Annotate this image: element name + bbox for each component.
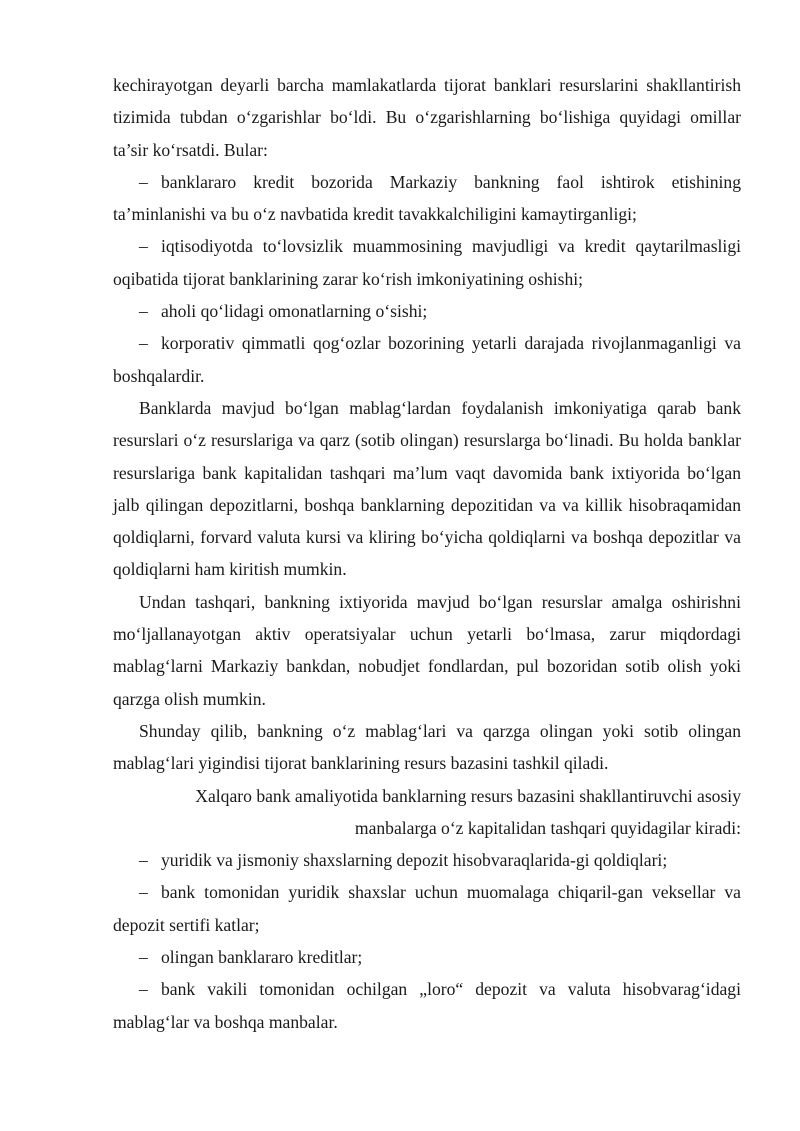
list-item-text: yuridik va jismoniy shaxslarning depozit hisobvaraqlarida-gi qoldiqlari; bbox=[161, 850, 668, 871]
document-body bbox=[113, 69, 741, 1038]
dash-bullet: – bbox=[139, 947, 148, 968]
list-item-text: bank vakili tomonidan ochilgan „loro“ depozit va valuta hisobvarag‘idagi mablag‘lar va boshqa manbalar. bbox=[113, 979, 741, 1032]
list-item bbox=[113, 230, 741, 295]
list-item-text: iqtisodiyotda to‘lovsizlik muammosining mavjudligi va kredit qaytarilmasligi oqibatida tijorat banklarining zarar ko‘rish imkoniyatining oshishi; bbox=[113, 236, 741, 289]
list-item bbox=[113, 295, 741, 327]
dash-bullet: – bbox=[139, 333, 148, 354]
dash-bullet: – bbox=[139, 979, 148, 1000]
section-heading-line-1: Xalqaro bank amaliyotida banklarning resurs bazasini shakllantiruvchi asosiy bbox=[195, 785, 741, 806]
paragraph-intro: kechirayotgan deyarli barcha mamlakatlarda tijorat banklari resurslarini shakllantirish tizimida tubdan o‘zgarishlar bo‘ldi. Bu o‘zgarishlarning bo‘lishiga quyidagi omillar ta’sir ko‘rsatdi. Bular: bbox=[113, 75, 741, 160]
list-item-text: bank tomonidan yuridik shaxslar uchun muomalaga chiqaril-gan veksellar va depozit sertifi katlar; bbox=[113, 882, 741, 935]
dash-bullet: – bbox=[139, 882, 148, 903]
list-item-text: olingan banklararo kreditlar; bbox=[161, 947, 363, 968]
dash-bullet: – bbox=[139, 301, 148, 322]
list-item bbox=[113, 876, 741, 941]
list-item bbox=[113, 844, 741, 876]
dash-bullet: – bbox=[139, 850, 148, 871]
paragraph-bank-resources: Banklarda mavjud bo‘lgan mablag‘lardan foydalanish imkoniyatiga qarab bank resurslari o‘z resurslariga va qarz (sotib olingan) resurslarga bo‘linadi. Bu holda banklar resurslariga bank kapitalidan tashqari ma’lum vaqt davomida bank ixtiyorida bo‘lgan jalb qilingan depozitlarni, boshqa banklarning depozitidan va va killik hisobraqamidan qoldiqlarni, forvard valuta kursi va kliring bo‘yicha qoldiqlarni va boshqa depozitlar va qoldiqlarni ham kiritish mumkin. bbox=[113, 397, 741, 580]
paragraph-additional-resources: Undan tashqari, bankning ixtiyorida mavjud bo‘lgan resurslar amalga oshirishni mo‘ljallanayotgan aktiv operatsiyalar uchun yetarli bo‘lmasa, zarur miqdordagi mablag‘larni Markaziy bankdan, nobudjet fondlardan, pul bozoridan sotib olish yoki qarzga olish mumkin. bbox=[113, 591, 741, 709]
dash-bullet: – bbox=[139, 171, 148, 192]
list-item-text: korporativ qimmatli qog‘ozlar bozorining yetarli darajada rivojlanmaganligi va boshqalardir. bbox=[113, 333, 741, 386]
list-item bbox=[113, 973, 741, 1038]
list-item bbox=[113, 166, 741, 231]
list-item-text: banklararo kredit bozorida Markaziy bankning faol ishtirok etishining ta’minlanishi va bu o‘z navbatida kredit tavakkalchiligini kamaytirganligi; bbox=[113, 171, 741, 225]
list-item-text: aholi qo‘lidagi omonatlarning o‘sishi; bbox=[161, 301, 428, 322]
section-heading bbox=[113, 780, 741, 845]
section-heading-line-2: manbalarga o‘z kapitalidan tashqari quyidagilar kiradi: bbox=[354, 817, 741, 838]
paragraph-resource-base: Shunday qilib, bankning o‘z mablag‘lari va qarzga olingan yoki sotib olingan mablag‘lari yigindisi tijorat banklarining resurs bazasini tashkil qiladi. bbox=[113, 720, 741, 774]
list-item bbox=[113, 941, 741, 973]
list-item bbox=[113, 327, 741, 392]
dash-bullet: – bbox=[139, 236, 148, 257]
